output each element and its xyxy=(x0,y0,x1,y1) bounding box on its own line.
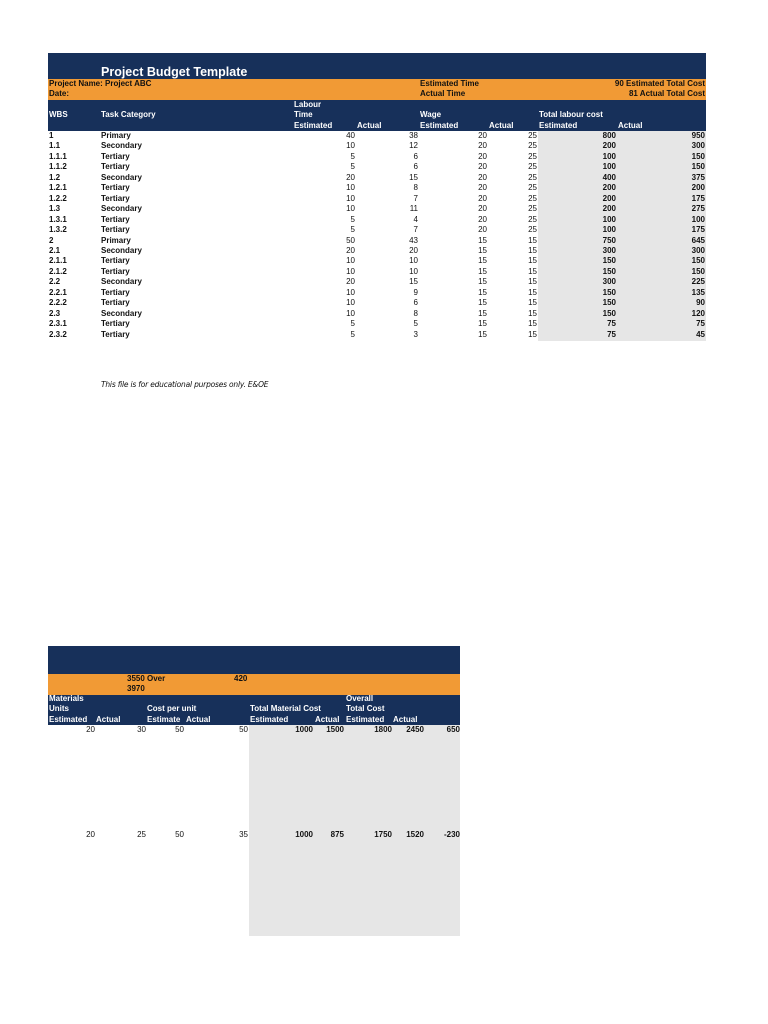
cell-we: 20 xyxy=(478,131,487,140)
cell-ue: 20 xyxy=(86,725,95,734)
cell-ta: 10 xyxy=(409,266,418,276)
header-wage: Wage xyxy=(420,110,442,119)
cell-tme: 1000 xyxy=(295,725,313,734)
page-title: Project Budget Template xyxy=(101,65,248,79)
header-materials: Materials xyxy=(49,694,84,703)
cell-te: 40 xyxy=(346,131,355,140)
cell-te: 10 xyxy=(346,193,355,203)
cell-ca: 75 xyxy=(696,319,705,329)
cell-te: 10 xyxy=(346,256,355,266)
cell-cat: Tertiary xyxy=(101,298,130,308)
cell-ta: 20 xyxy=(409,245,418,255)
cell-we: 20 xyxy=(478,193,487,203)
cell-we: 20 xyxy=(478,204,487,214)
cell-cat: Secondary xyxy=(101,141,142,151)
cell-wa: 25 xyxy=(528,204,537,214)
cell-we: 15 xyxy=(478,287,487,297)
cell-cat: Tertiary xyxy=(101,329,130,339)
cell-ue: 20 xyxy=(86,830,95,839)
cell-ca: 225 xyxy=(691,277,705,287)
header-units: Units xyxy=(49,704,69,713)
cell-ta: 38 xyxy=(409,131,418,140)
cell-we: 15 xyxy=(478,245,487,255)
cell-te: 10 xyxy=(346,204,355,214)
cell-cat: Tertiary xyxy=(101,193,130,203)
cell-oce: 1800 xyxy=(374,725,392,734)
cell-wa: 15 xyxy=(528,308,537,318)
cell-we: 15 xyxy=(478,298,487,308)
cell-te: 10 xyxy=(346,141,355,151)
cell-wa: 25 xyxy=(528,131,537,140)
cell-cat: Tertiary xyxy=(101,151,130,161)
cell-ce: 750 xyxy=(602,235,616,245)
cell-ta: 43 xyxy=(409,235,418,245)
cell-ca: 150 xyxy=(691,256,705,266)
cell-wbs: 1.3.2 xyxy=(49,225,67,235)
cell-ca: 275 xyxy=(691,204,705,214)
cell-tma: 1500 xyxy=(326,725,344,734)
cell-ua: 30 xyxy=(137,725,146,734)
cell-ta: 12 xyxy=(409,141,418,151)
cell-we: 15 xyxy=(478,235,487,245)
cell-cat: Tertiary xyxy=(101,287,130,297)
cell-wa: 25 xyxy=(528,151,537,161)
cell-wa: 15 xyxy=(528,245,537,255)
project-name: Project Name: Project ABC xyxy=(49,79,152,88)
cell-ca: 375 xyxy=(691,172,705,182)
header-wage-estimated: Estimated xyxy=(420,121,459,130)
cell-ta: 6 xyxy=(413,298,418,308)
cell-ce: 800 xyxy=(602,131,616,140)
cell-ta: 11 xyxy=(409,204,418,214)
disclaimer-note: This file is for educational purposes only. E&OE xyxy=(101,380,269,389)
info-value-2: 420 xyxy=(234,674,248,683)
cell-cat: Secondary xyxy=(101,172,142,182)
header-time-actual: Actual xyxy=(357,121,382,130)
cell-te: 10 xyxy=(346,308,355,318)
cell-wa: 15 xyxy=(528,298,537,308)
cell-ca: 35 xyxy=(239,830,248,839)
cell-tma: 875 xyxy=(330,830,344,839)
cell-ca: 300 xyxy=(691,141,705,151)
header-total-cost: Total Cost xyxy=(346,704,385,713)
cell-wbs: 2.2 xyxy=(49,277,61,287)
cell-wa: 25 xyxy=(528,225,537,235)
cell-cat: Secondary xyxy=(101,277,142,287)
cell-we: 20 xyxy=(478,162,487,172)
cell-cat: Tertiary xyxy=(101,319,130,329)
cell-te: 10 xyxy=(346,183,355,193)
cell-ce: 75 xyxy=(607,319,616,329)
cell-wbs: 2 xyxy=(49,235,54,245)
cell-wa: 25 xyxy=(528,214,537,224)
header-total-labour-cost: Total labour cost xyxy=(539,110,603,119)
header-cost-estimated: Estimated xyxy=(539,121,578,130)
cell-wbs: 1.1 xyxy=(49,141,61,151)
cell-ce: 200 xyxy=(602,204,616,214)
cell-wa: 15 xyxy=(528,319,537,329)
cell-wbs: 2.1.1 xyxy=(49,256,67,266)
cell-wa: 15 xyxy=(528,256,537,266)
cell-ca: 50 xyxy=(239,725,248,734)
cell-ta: 3 xyxy=(413,329,418,339)
cell-wa: 25 xyxy=(528,183,537,193)
cell-ce: 150 xyxy=(602,308,616,318)
date-label: Date: xyxy=(49,89,70,98)
info-value-1: 3550 xyxy=(127,674,145,683)
cell-te: 20 xyxy=(346,245,355,255)
cell-ce: 50 xyxy=(175,830,184,839)
cell-ce: 100 xyxy=(602,225,616,235)
cell-ce: 150 xyxy=(602,256,616,266)
cell-te: 20 xyxy=(346,172,355,182)
header-units-actual: Actual xyxy=(96,715,121,724)
cell-cat: Tertiary xyxy=(101,162,130,172)
cell-ca: 200 xyxy=(691,183,705,193)
cell-wbs: 1.3 xyxy=(49,204,61,214)
estimated-total-cost: 90 Estimated Total Cost xyxy=(614,79,705,88)
cell-wbs: 2.1 xyxy=(49,245,61,255)
cell-te: 5 xyxy=(350,214,355,224)
cell-wa: 25 xyxy=(528,162,537,172)
cell-oca: 1520 xyxy=(406,830,424,839)
cell-we: 15 xyxy=(478,256,487,266)
info-value-3: 3970 xyxy=(127,684,145,693)
cell-wa: 15 xyxy=(528,329,537,339)
cell-ce: 200 xyxy=(602,193,616,203)
cell-wbs: 1 xyxy=(49,131,54,140)
cell-ta: 10 xyxy=(409,256,418,266)
cell-we: 15 xyxy=(478,277,487,287)
cell-wbs: 2.2.1 xyxy=(49,287,67,297)
cell-wa: 25 xyxy=(528,193,537,203)
cell-ta: 5 xyxy=(413,319,418,329)
header-tmc-estimated: Estimated xyxy=(250,715,289,724)
cell-ce: 150 xyxy=(602,298,616,308)
cell-ta: 7 xyxy=(413,193,418,203)
cell-te: 20 xyxy=(346,277,355,287)
cell-ce: 100 xyxy=(602,151,616,161)
cell-var: 650 xyxy=(446,725,460,734)
cell-cat: Tertiary xyxy=(101,225,130,235)
cell-ta: 7 xyxy=(413,225,418,235)
cell-ca: 300 xyxy=(691,245,705,255)
cell-oce: 1750 xyxy=(374,830,392,839)
cell-te: 5 xyxy=(350,329,355,339)
cell-oca: 2450 xyxy=(406,725,424,734)
cell-wbs: 2.3.1 xyxy=(49,319,67,329)
cell-ce: 100 xyxy=(602,214,616,224)
cell-ca: 950 xyxy=(691,131,705,140)
materials-info-bar xyxy=(48,674,460,695)
cell-wa: 25 xyxy=(528,172,537,182)
cell-we: 20 xyxy=(478,172,487,182)
header-cpu-estimate: Estimate xyxy=(147,715,181,724)
cell-cat: Secondary xyxy=(101,308,142,318)
cell-we: 15 xyxy=(478,319,487,329)
cell-te: 50 xyxy=(346,235,355,245)
cell-ce: 50 xyxy=(175,725,184,734)
cell-we: 20 xyxy=(478,151,487,161)
cell-ca: 90 xyxy=(696,298,705,308)
header-labour: Labour xyxy=(294,100,322,109)
info-over-label: Over xyxy=(147,674,166,683)
cell-cat: Primary xyxy=(101,131,131,140)
cell-cat: Tertiary xyxy=(101,256,130,266)
cell-we: 20 xyxy=(478,214,487,224)
cell-wa: 15 xyxy=(528,287,537,297)
cell-wbs: 1.3.1 xyxy=(49,214,67,224)
cell-ta: 6 xyxy=(413,162,418,172)
cell-ce: 400 xyxy=(602,172,616,182)
header-wage-actual: Actual xyxy=(489,121,514,130)
cell-ca: 135 xyxy=(691,287,705,297)
cell-wbs: 1.2.1 xyxy=(49,183,67,193)
cell-te: 5 xyxy=(350,151,355,161)
header-wbs: WBS xyxy=(49,110,68,119)
cell-cat: Secondary xyxy=(101,245,142,255)
cell-wbs: 1.1.2 xyxy=(49,162,67,172)
header-units-estimated: Estimated xyxy=(49,715,88,724)
header-total-material-cost: Total Material Cost xyxy=(250,704,321,713)
cell-cat: Secondary xyxy=(101,204,142,214)
cell-ta: 15 xyxy=(409,277,418,287)
cell-wbs: 2.3 xyxy=(49,308,61,318)
cell-wbs: 1.2 xyxy=(49,172,61,182)
cell-wa: 15 xyxy=(528,235,537,245)
cell-we: 15 xyxy=(478,308,487,318)
cell-ce: 300 xyxy=(602,277,616,287)
cell-wa: 15 xyxy=(528,266,537,276)
actual-time-label: Actual Time xyxy=(420,89,466,98)
header-time: Time xyxy=(294,110,313,119)
cell-te: 10 xyxy=(346,266,355,276)
header-cost-actual: Actual xyxy=(618,121,643,130)
cell-cat: Primary xyxy=(101,235,131,245)
header-oc-actual: Actual xyxy=(393,715,418,724)
cell-te: 5 xyxy=(350,225,355,235)
header-time-estimated: Estimated xyxy=(294,121,333,130)
cell-ca: 175 xyxy=(691,193,705,203)
cell-ce: 150 xyxy=(602,266,616,276)
cell-cat: Tertiary xyxy=(101,183,130,193)
cell-ta: 9 xyxy=(413,287,418,297)
cell-ca: 150 xyxy=(691,151,705,161)
cell-ta: 6 xyxy=(413,151,418,161)
cell-ta: 8 xyxy=(413,308,418,318)
cell-wbs: 1.1.1 xyxy=(49,151,67,161)
cell-wa: 15 xyxy=(528,277,537,287)
header-overall: Overall xyxy=(346,694,374,703)
header-tmc-actual: Actual xyxy=(315,715,340,724)
cell-ca: 120 xyxy=(691,308,705,318)
cell-wbs: 1.2.2 xyxy=(49,193,67,203)
cell-te: 10 xyxy=(346,287,355,297)
estimated-time-label: Estimated Time xyxy=(420,79,479,88)
cell-we: 15 xyxy=(478,266,487,276)
cell-ce: 200 xyxy=(602,141,616,151)
cell-ca: 100 xyxy=(691,214,705,224)
cell-wa: 25 xyxy=(528,141,537,151)
cell-ce: 75 xyxy=(607,329,616,339)
cell-cat: Tertiary xyxy=(101,214,130,224)
cell-we: 20 xyxy=(478,225,487,235)
cell-ca: 150 xyxy=(691,162,705,172)
header-cpu-actual: Actual xyxy=(186,715,211,724)
header-task-category: Task Category xyxy=(101,110,156,119)
cell-wbs: 2.1.2 xyxy=(49,266,67,276)
cell-wbs: 2.2.2 xyxy=(49,298,67,308)
cell-ce: 200 xyxy=(602,183,616,193)
cell-wbs: 2.3.2 xyxy=(49,329,67,339)
header-oc-estimated: Estimated xyxy=(346,715,385,724)
cell-ce: 300 xyxy=(602,245,616,255)
cell-we: 20 xyxy=(478,141,487,151)
cell-ta: 8 xyxy=(413,183,418,193)
cell-tme: 1000 xyxy=(295,830,313,839)
cell-ca: 45 xyxy=(696,329,705,339)
header-cost-per-unit: Cost per unit xyxy=(147,704,197,713)
cell-ce: 100 xyxy=(602,162,616,172)
cell-cat: Tertiary xyxy=(101,266,130,276)
cell-te: 5 xyxy=(350,162,355,172)
cell-ca: 150 xyxy=(691,266,705,276)
cell-ce: 150 xyxy=(602,287,616,297)
actual-total-cost: 81 Actual Total Cost xyxy=(628,89,705,98)
cell-te: 5 xyxy=(350,319,355,329)
cell-we: 20 xyxy=(478,183,487,193)
cell-ca: 175 xyxy=(691,225,705,235)
cell-we: 15 xyxy=(478,329,487,339)
cell-ta: 15 xyxy=(409,172,418,182)
cell-te: 10 xyxy=(346,298,355,308)
cell-var: -230 xyxy=(443,830,460,839)
cell-ua: 25 xyxy=(137,830,146,839)
cell-ca: 645 xyxy=(691,235,705,245)
materials-title-bar xyxy=(48,646,460,674)
cell-ta: 4 xyxy=(413,214,418,224)
